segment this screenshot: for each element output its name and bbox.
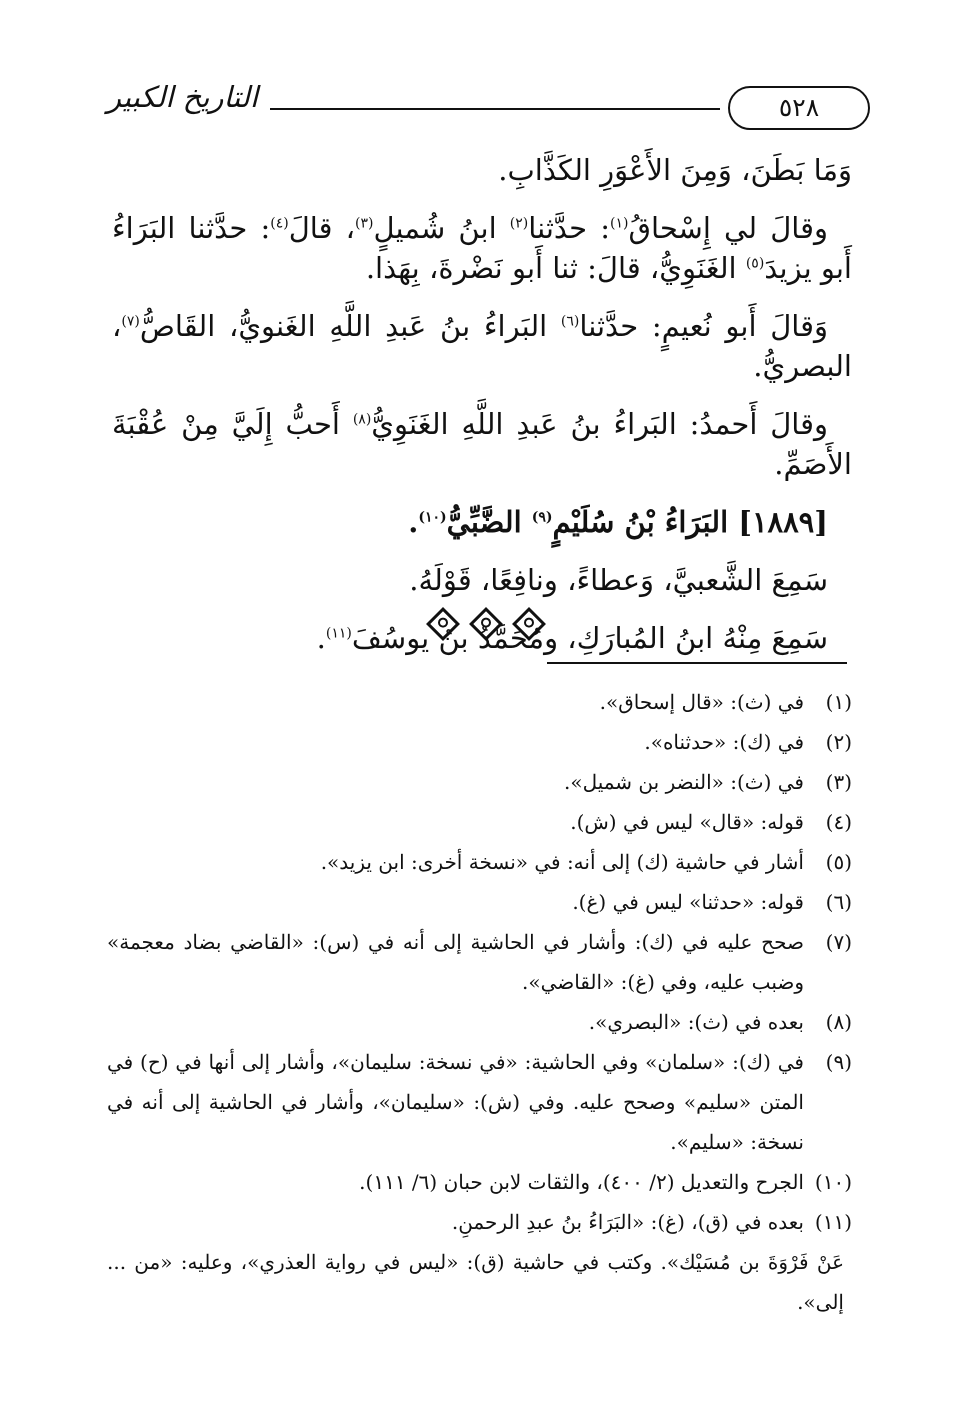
paragraph-1: وَمَا بَطَنَ، وَمِنَ الأَعْوَرِ الكَذَّابِ. bbox=[498, 153, 852, 187]
footnote-ref: (١) bbox=[610, 215, 629, 232]
footnote-ref: (٨) bbox=[352, 411, 372, 428]
footnote: (١١) بعده في (ق)، (غ): «البَرَاءُ بنُ عبدِ الرحمنِ. bbox=[451, 1210, 852, 1234]
paragraph-6: سَمِعَ الشَّعبيَّ، وَعطاءً، ونافِعًا، قَوْلَهُ. bbox=[409, 563, 828, 597]
footnote-continuation: عَنْ فَرْوَةَ بن مُسَيْك». وكتب في حاشية (ق): «ليس في رواية العذري»، وعليه: «من ... إلى». bbox=[107, 1250, 844, 1314]
footnote-ref: (٦) bbox=[560, 313, 580, 330]
footnote: (٩) في (ك): «سلمان» وفي الحاشية: «في نسخة: سليمان»، وأشار إلى أنها في (ح) في المتن «سليم» وصحح عليه. وفي (ش): «سليمان»، وأشار في الحاشية إلى أنه في نسخة: «سليم». bbox=[107, 1050, 852, 1154]
footnote-ref: (٢) bbox=[509, 215, 529, 232]
footnote-ref: (٣) bbox=[355, 215, 374, 232]
main-text bbox=[112, 150, 852, 676]
footnote-separator bbox=[547, 662, 847, 664]
footnote-ref: (٤) bbox=[270, 215, 289, 232]
footnote: (٦) قوله: «حدثنا» ليس في (غ). bbox=[572, 890, 852, 914]
footnote: (٨) بعده في (ث): «البصري». bbox=[588, 1010, 852, 1034]
footnote: (١٠) الجرح والتعديل (٢/ ٤٠٠)، والثقات لابن حبان (٦/ ١١١). bbox=[359, 1170, 852, 1194]
entry-heading: [١٨٨٩] البَرَاءُ بْنُ سُلَيْمٍ$^{(٩)}$ الضَّبِّيُّ$^{(١٠)}$. bbox=[408, 505, 828, 539]
footnote: (٢) في (ك): «حدثناه». bbox=[644, 730, 852, 754]
footnote: (١) في (ث): «قال إسحاق». bbox=[599, 690, 852, 714]
book-title: التاريخ الكبير bbox=[107, 80, 258, 114]
footnote: (٥) أشار في حاشية (ك) إلى أنه: في «نسخة أخرى: ابن يزيد». bbox=[320, 850, 852, 874]
footnote-ref: (٩) bbox=[531, 509, 553, 526]
paragraph-2: وقالَ لي إِسْحاقُ$^{(١)}$: حدَّثنا$^{(٢)}$ ابنُ شُميلٍ$^{(٣)}$، قالَ$^{(٤)}$: حدَّثنا البَرَاءُ أَبو يزيدَ$^{(٥)}$ الغَنَوِيُّ، قالَ: ثنا أَبو نَضْرةَ، بِهَذا. bbox=[112, 211, 852, 285]
footnote: (٣) في (ث): «النضر بن شميل». bbox=[563, 770, 852, 794]
footnote-ref: (٥) bbox=[745, 255, 765, 272]
footnote: (٤) قوله: «قال» ليس في (ش). bbox=[570, 810, 852, 834]
header-rule bbox=[270, 108, 720, 110]
section-ornaments bbox=[0, 612, 972, 640]
footnote-ref: (١١) bbox=[325, 625, 352, 642]
page-number: ٥٢٨ bbox=[728, 86, 870, 130]
paragraph-3: وَقالَ أَبو نُعيمٍ: حدَّثنا$^{(٦)}$ البَراءُ بنُ عَبدِ اللَّهِ الغَنويُّ، القَاصُّ$^{(٧)}$، البصريُّ. bbox=[112, 309, 852, 383]
paragraph-7: سَمِعَ مِنْهُ ابنُ المُبارَكِ، ومُحَمَّدُ بنُ يوسُفَ$^{(١١)}$. bbox=[316, 621, 828, 655]
page-header bbox=[100, 78, 870, 138]
ornament-icon bbox=[512, 607, 546, 641]
footnote: (٧) صحح عليه في (ك): وأشار في الحاشية إلى أنه في (س): «القاضي بضاد معجمة» وضبب عليه، وفي (غ): «القاضي». bbox=[107, 930, 852, 994]
footnotes bbox=[107, 682, 852, 1322]
footnote-ref: (١٠) bbox=[418, 509, 447, 526]
paragraph-4: وقالَ أَحمدُ: البَراءُ بنُ عَبدِ اللَّهِ الغَنَوِيُّ$^{(٨)}$ أَحبُّ إِلَيَّ مِنْ عُقْبَةَ الأَصَمِّ. bbox=[112, 407, 852, 481]
ornament-icon bbox=[426, 607, 460, 641]
ornament-icon bbox=[469, 607, 503, 641]
footnote-ref: (٧) bbox=[121, 313, 140, 330]
